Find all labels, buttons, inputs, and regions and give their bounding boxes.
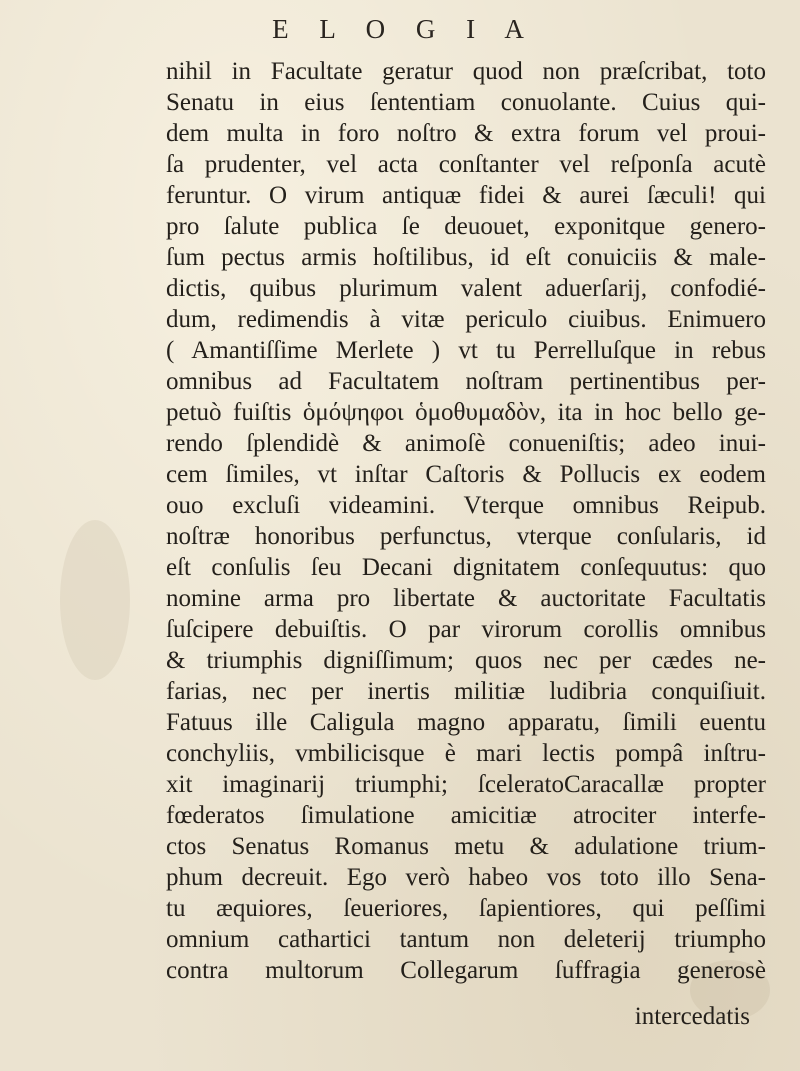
text-line: Senatu in eius ſententiam conuolante. Cuius qui- bbox=[166, 89, 766, 116]
text-line: conchyliis, vmbilicisque è mari lectis pompâ inſtru- bbox=[166, 740, 766, 767]
running-head: E L O G I A bbox=[272, 14, 536, 44]
text-line: phum decreuit. Ego verò habeo vos toto illo Sena- bbox=[166, 864, 766, 891]
text-line: ſum pectus armis hoſtilibus, id eſt conuiciis & male- bbox=[166, 244, 766, 271]
text-line: ( Amantiſſime Merlete ) vt tu Perrelluſque in rebus bbox=[166, 337, 766, 364]
text-line: tu æquiores, ſeueriores, ſapientiores, qui peſſimi bbox=[166, 895, 766, 922]
text-line: & triumphis digniſſimum; quos nec per cædes ne- bbox=[166, 647, 766, 674]
text-line: dem multa in foro noſtro & extra forum vel proui- bbox=[166, 120, 766, 147]
text-line: nihil in Facultate geratur quod non præſcribat, toto bbox=[166, 58, 766, 85]
text-line: noſtræ honoribus perfunctus, vterque conſularis, id bbox=[166, 523, 766, 550]
catchword: intercedatis bbox=[634, 1003, 750, 1030]
text-line: farias, nec per inertis militiæ ludibria conquiſiuit. bbox=[166, 678, 766, 705]
paper-stain bbox=[60, 520, 130, 680]
text-line: dum, redimendis à vitæ periculo ciuibus. Enimuero bbox=[166, 306, 766, 333]
text-line: feruntur. O virum antiquæ fidei & aurei ſæculi! qui bbox=[166, 182, 766, 209]
text-line: rendo ſplendidè & animoſè conueniſtis; adeo inui- bbox=[166, 430, 766, 457]
text-line: ſuſcipere debuiſtis. O par virorum corollis omnibus bbox=[166, 616, 766, 643]
text-line: omnium cathartici tantum non deleterij triumpho bbox=[166, 926, 766, 953]
text-line: ſa prudenter, vel acta conſtanter vel reſponſa acutè bbox=[166, 151, 766, 178]
text-line: Fatuus ille Caligula magno apparatu, ſimili euentu bbox=[166, 709, 766, 736]
text-line: dictis, quibus plurimum valent aduerſarij, confodié- bbox=[166, 275, 766, 302]
text-line: ctos Senatus Romanus metu & adulatione trium- bbox=[166, 833, 766, 860]
text-line: cem ſimiles, vt inſtar Caſtoris & Pollucis ex eodem bbox=[166, 461, 766, 488]
text-line: contra multorum Collegarum ſuffragia generosè bbox=[166, 957, 766, 984]
text-line: omnibus ad Facultatem noſtram pertinentibus per- bbox=[166, 368, 766, 395]
text-line: xit imaginarij triumphi; ſceleratoCaracallæ propter bbox=[166, 771, 766, 798]
body-text bbox=[166, 56, 766, 986]
text-line: fœderatos ſimulatione amicitiæ atrociter interfe- bbox=[166, 802, 766, 829]
text-line: ouo excluſi videamini. Vterque omnibus Reipub. bbox=[166, 492, 766, 519]
text-line: pro ſalute publica ſe deuouet, exponitque genero- bbox=[166, 213, 766, 240]
text-line: petuò fuiſtis ὁμόψηφοι ὁμοθυμαδὸν, ita in hoc bello ge- bbox=[166, 399, 766, 426]
text-line: nomine arma pro libertate & auctoritate Facultatis bbox=[166, 585, 766, 612]
text-line: eſt conſulis ſeu Decani dignitatem conſequutus: quo bbox=[166, 554, 766, 581]
